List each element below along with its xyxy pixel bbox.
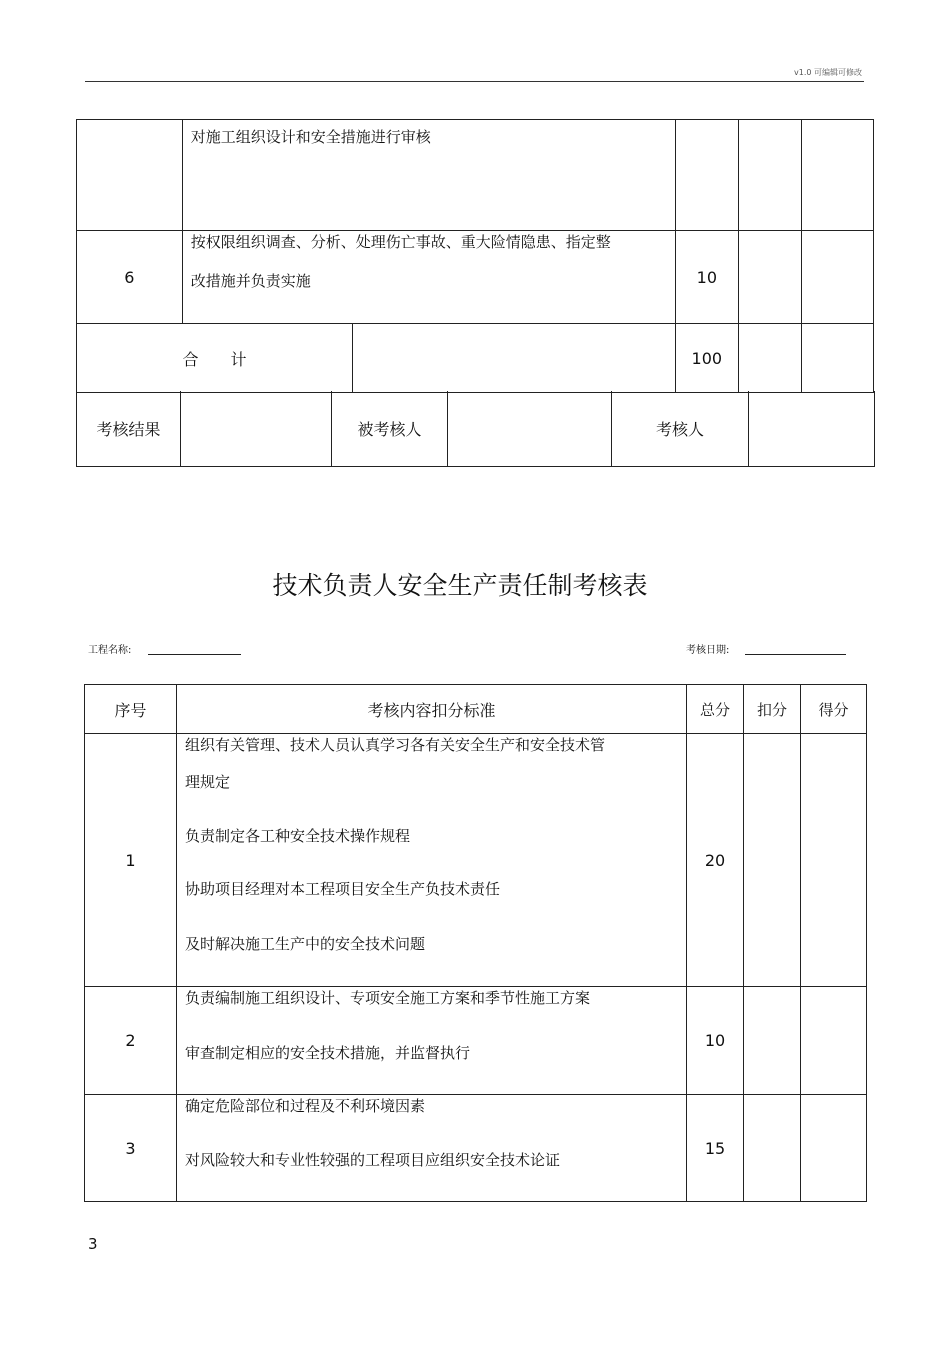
- score-cell[interactable]: [801, 987, 867, 1095]
- result-label-cell: [77, 391, 181, 466]
- examiner-label-cell: [612, 391, 749, 466]
- header-note: v1.0 可编辑可修改: [794, 68, 862, 77]
- deduct-cell[interactable]: [744, 734, 801, 987]
- content-line: 审查制定相应的安全技术措施，并监督执行: [185, 1044, 471, 1062]
- content-line: 组织有关管理、技术人员认真学习各有关安全生产和安全技术管: [185, 736, 606, 754]
- deduct-cell[interactable]: [744, 1095, 801, 1202]
- examinee-label-cell: [332, 391, 448, 466]
- total-score: 100: [691, 348, 723, 368]
- header-no: [85, 685, 177, 734]
- content-line: 理规定: [185, 773, 231, 791]
- total-value: 15: [704, 1138, 726, 1158]
- row-no-cell: [85, 987, 177, 1095]
- deduct-cell: [739, 231, 802, 324]
- row-content-cell: [182, 231, 675, 324]
- score-cell: [801, 324, 873, 393]
- examinee-label: 被考核人: [357, 419, 422, 439]
- score-cell: [801, 120, 873, 231]
- header-deduct: [744, 685, 801, 734]
- table-row: [77, 231, 874, 324]
- deduct-cell: [739, 120, 802, 231]
- total-blank-cell: [353, 324, 675, 393]
- page-number: 3: [88, 1235, 98, 1253]
- total-label: 合 计: [182, 349, 247, 369]
- project-name-field[interactable]: [148, 654, 241, 655]
- total-value: 10: [704, 1031, 726, 1050]
- header-rule: [85, 81, 864, 82]
- result-value-cell[interactable]: [181, 391, 332, 466]
- examinee-value-cell[interactable]: [448, 391, 612, 466]
- result-label: 考核结果: [96, 419, 161, 439]
- content-line: 协助项目经理对本工程项目安全生产负技术责任: [185, 880, 501, 898]
- total-cell: [687, 734, 744, 987]
- deduct-cell[interactable]: [744, 987, 801, 1095]
- total-cell: [687, 987, 744, 1095]
- row-no: 3: [125, 1138, 136, 1158]
- row-no-cell: [77, 231, 183, 324]
- score-cell: [801, 231, 873, 324]
- header-total: [687, 685, 744, 734]
- row-no-cell: [77, 120, 183, 231]
- row-content-text: 对施工组织设计和安全措施进行审核: [190, 128, 431, 146]
- total-value: 20: [704, 850, 726, 870]
- row-no-cell: [85, 734, 177, 987]
- content-line: 确定危险部位和过程及不利环境因素: [185, 1097, 426, 1115]
- total-cell: [687, 1095, 744, 1202]
- score-cell[interactable]: [801, 734, 867, 987]
- deduct-cell: [739, 324, 802, 393]
- score-cell[interactable]: [801, 1095, 867, 1202]
- table-result: [76, 391, 875, 467]
- content-line: 负责制定各工种安全技术操作规程: [185, 827, 411, 845]
- row-no: 1: [125, 850, 136, 870]
- header-content: [177, 685, 687, 734]
- total-cell: [675, 231, 739, 324]
- content-line: 改措施并负责实施: [190, 272, 311, 290]
- content-line: 及时解决施工生产中的安全技术问题: [185, 935, 426, 953]
- row-content-cell: [177, 987, 687, 1095]
- total-cell: [675, 120, 739, 231]
- content-line: 负责编制施工组织设计、专项安全施工方案和季节性施工方案: [185, 989, 591, 1007]
- header-deduct-text: 扣分: [756, 700, 787, 719]
- exam-date-field[interactable]: [745, 654, 846, 655]
- total-row: [77, 324, 874, 393]
- total-score-cell: [675, 324, 739, 393]
- header-score-text: 得分: [818, 700, 849, 719]
- row-content-cell: [177, 1095, 687, 1202]
- row-no: 6: [124, 267, 135, 287]
- table-row: [77, 120, 874, 231]
- result-row: [77, 391, 875, 466]
- header-no-text: 序号: [114, 700, 147, 720]
- table-row: [85, 734, 867, 987]
- row-no-cell: [85, 1095, 177, 1202]
- header-score: [801, 685, 867, 734]
- assessment-table: [84, 684, 867, 1202]
- table-row: [85, 987, 867, 1095]
- header-content-text: 考核内容扣分标准: [367, 700, 496, 720]
- table-row: [85, 1095, 867, 1202]
- total-value: 10: [696, 267, 717, 287]
- table-continuation: [76, 119, 874, 393]
- project-name-label: 工程名称:: [88, 645, 132, 656]
- content-line: 按权限组织调查、分析、处理伤亡事故、重大险情隐患、指定整: [190, 233, 611, 251]
- header-row: [85, 685, 867, 734]
- total-label-cell: [77, 324, 353, 393]
- row-no: 2: [125, 1031, 136, 1050]
- examiner-label: 考核人: [655, 419, 704, 439]
- row-content-cell: [177, 734, 687, 987]
- examiner-value-cell[interactable]: [749, 391, 875, 466]
- row-content-cell: [182, 120, 675, 231]
- page-title: 技术负责人安全生产责任制考核表: [272, 571, 648, 600]
- header-total-text: 总分: [699, 700, 730, 719]
- exam-date-label: 考核日期:: [686, 645, 730, 656]
- content-line: 对风险较大和专业性较强的工程项目应组织安全技术论证: [185, 1151, 561, 1169]
